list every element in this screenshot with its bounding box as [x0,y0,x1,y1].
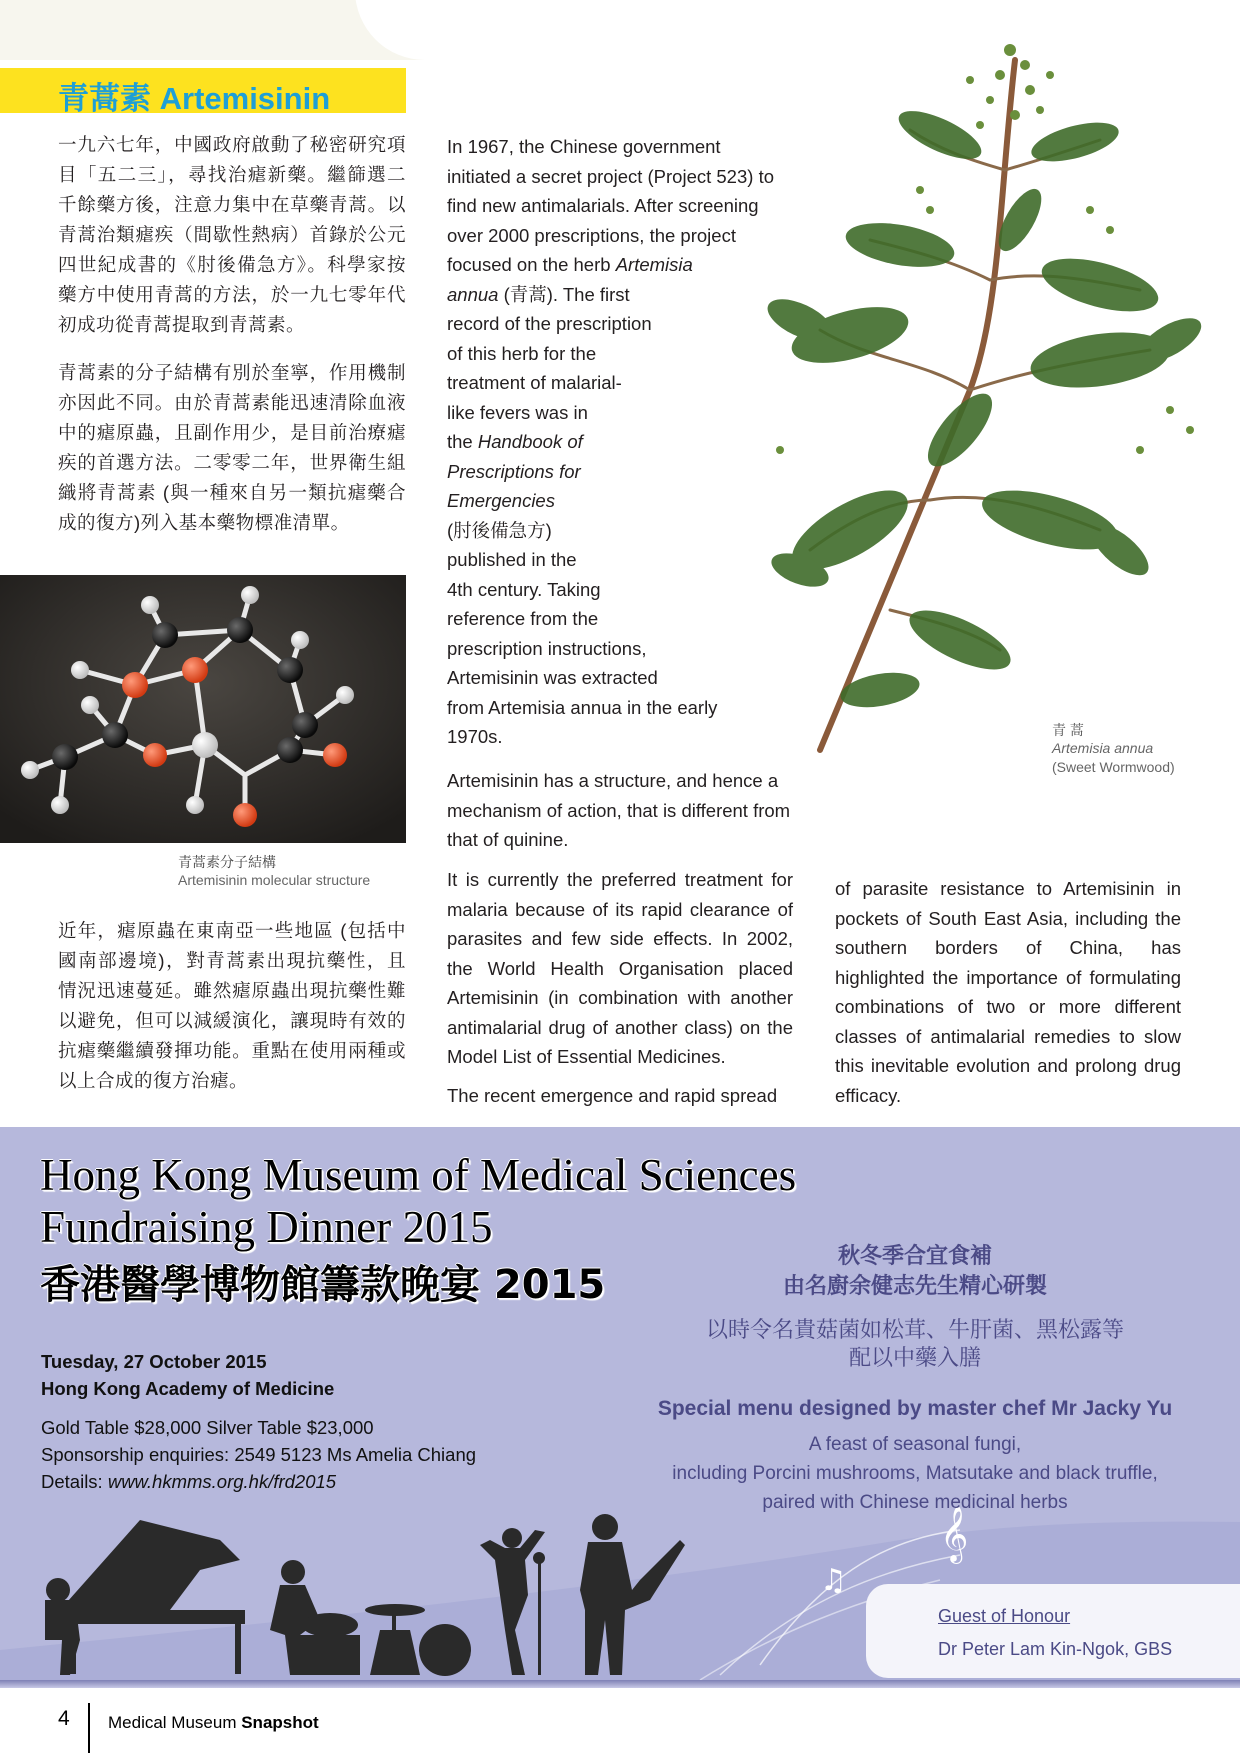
ad-title-line-1: Hong Kong Museum of Medical Sciences [40,1150,797,1200]
ad-menu-line-3: paired with Chinese medicinal herbs [762,1492,1068,1513]
footer-divider [88,1703,90,1753]
ad-sponsorship: Sponsorship enquiries: 2549 5123 Ms Amelia Chiang [41,1444,477,1465]
guest-of-honour-name: Dr Peter Lam Kin-Ngok, GBS [938,1639,1173,1659]
ad-zh-headline-1: 秋冬季合宜食補 [837,1243,992,1268]
molecular-structure-image [0,575,406,843]
zh-paragraph-2: 青蒿素的分子結構有別於奎寧，作用機制亦因此不同。由於青蒿素能迅速清除血液中的瘧原蟲，且副作用少，是目前治療瘧疾的首選方法。二零零二年，世界衛生組織將青蒿素 (與一種來自另一類抗瘧藥合成的復方)列入基本藥物標准清單。 [58,362,406,533]
ad-details-link[interactable]: www.hkmms.org.hk/frd2015 [107,1471,337,1492]
plant-caption-zh: 青 蒿 [1052,722,1084,738]
publication-name: Medical Museum Snapshot [108,1713,319,1732]
en-paragraph-4-continued: of parasite resistance to Artemisinin in pockets of South East Asia, including the southern borders of China, has highlighted the importance of formulating combinations of two or more different classes of antimalarial remedies to slow this inevitable evolution and prolong drug efficacy. [835,878,1181,1106]
ad-title-zh: 香港醫學博物館籌款晚宴 2015 [40,1262,606,1308]
zh-paragraph-3: 近年，瘧原蟲在東南亞一些地區 (包括中國南部邊境)，對青蒿素出現抗藥性，且情況迅速蔓延。雖然瘧原蟲出現抗藥性難以避免，但可以減緩演化，讓現時有效的抗瘧藥繼續發揮功能。重點在使用兩種或以上合成的復方治瘧。 [58,920,406,1091]
ad-bottom-strip [0,1680,1240,1688]
svg-text:𝄞: 𝄞 [940,1506,969,1562]
ad-menu-line-1: A feast of seasonal fungi, [808,1434,1022,1455]
en-paragraph-2: Artemisinin has a structure, and hence a mechanism of action, that is different from that of quinine. [447,770,791,850]
en-paragraph-3: It is currently the preferred treatment for malaria because of its rapid clearance of parasites and few side effects. In 2002, the World Health Organisation placed Artemisinin (in combination with another antimalarial drug of another class) on the Model List of Essential Medicines. [447,869,793,1067]
artemisia-plant-illustration [670,30,1230,790]
zh-paragraph-1: 一九六七年，中國政府啟動了秘密研究項目「五二三」，尋找治瘧新藥。繼篩選二千餘藥方後，注意力集中在草藥青蒿。以青蒿治類瘧疾（間歇性熱病）首錄於公元四世紀成書的《肘後備急方》。科學家按藥方中使用青蒿的方法，於一九七零年代初成功從青蒿提取到青蒿素。 [58,134,406,335]
guest-of-honour-box [866,1584,1240,1678]
page-number: 4 [58,1707,70,1730]
plant-caption-en: (Sweet Wormwood) [1052,759,1175,775]
ad-zh-menu-1: 以時令名貴菇菌如松茸、牛肝菌、黑松露等 [705,1317,1124,1342]
en-paragraph-4-start: The recent emergence and rapid spread [447,1085,778,1106]
molecule-caption-zh: 青蒿素分子結構 [178,854,276,870]
en-paragraph-1: In 1967, the Chinese government initiated a secret project (Project 523) to find new antimalarials. After screening over 2000 prescriptions, the project focused on the herb Artemisia annua (青蒿). The first record of the prescription of this herb for the treatment of malarial- like fevers was in the Handbook of Prescriptions for Emergencies (肘後備急方) published in the 4th century. Taking reference from the prescription instructions, Artemisinin was extracted from Artemisia annua in the early 1970s. [447,136,774,747]
ad-zh-headline-2: 由名廚余健志先生精心研製 [782,1273,1047,1298]
guest-of-honour-title: Guest of Honour [938,1606,1071,1626]
ad-table-prices: Gold Table $28,000 Silver Table $23,000 [41,1417,374,1438]
ad-zh-menu-2: 配以中藥入膳 [848,1345,981,1370]
plant-caption-latin: Artemisia annua [1052,740,1154,756]
ad-details [41,1471,336,1493]
ad-date: Tuesday, 27 October 2015 [41,1351,267,1372]
ad-menu-line-2: including Porcini mushrooms, Matsutake and black truffle, [672,1463,1158,1484]
molecule-caption-en: Artemisinin molecular structure [178,872,371,888]
ad-menu-title: Special menu designed by master chef Mr Jacky Yu [657,1397,1173,1420]
ad-venue: Hong Kong Academy of Medicine [41,1378,335,1399]
ad-details-label: Details: [41,1471,108,1492]
svg-text:♫: ♫ [820,1563,847,1598]
article-title: 青蒿素 Artemisinin [58,81,331,116]
ad-title-line-2: Fundraising Dinner 2015 [40,1202,493,1252]
